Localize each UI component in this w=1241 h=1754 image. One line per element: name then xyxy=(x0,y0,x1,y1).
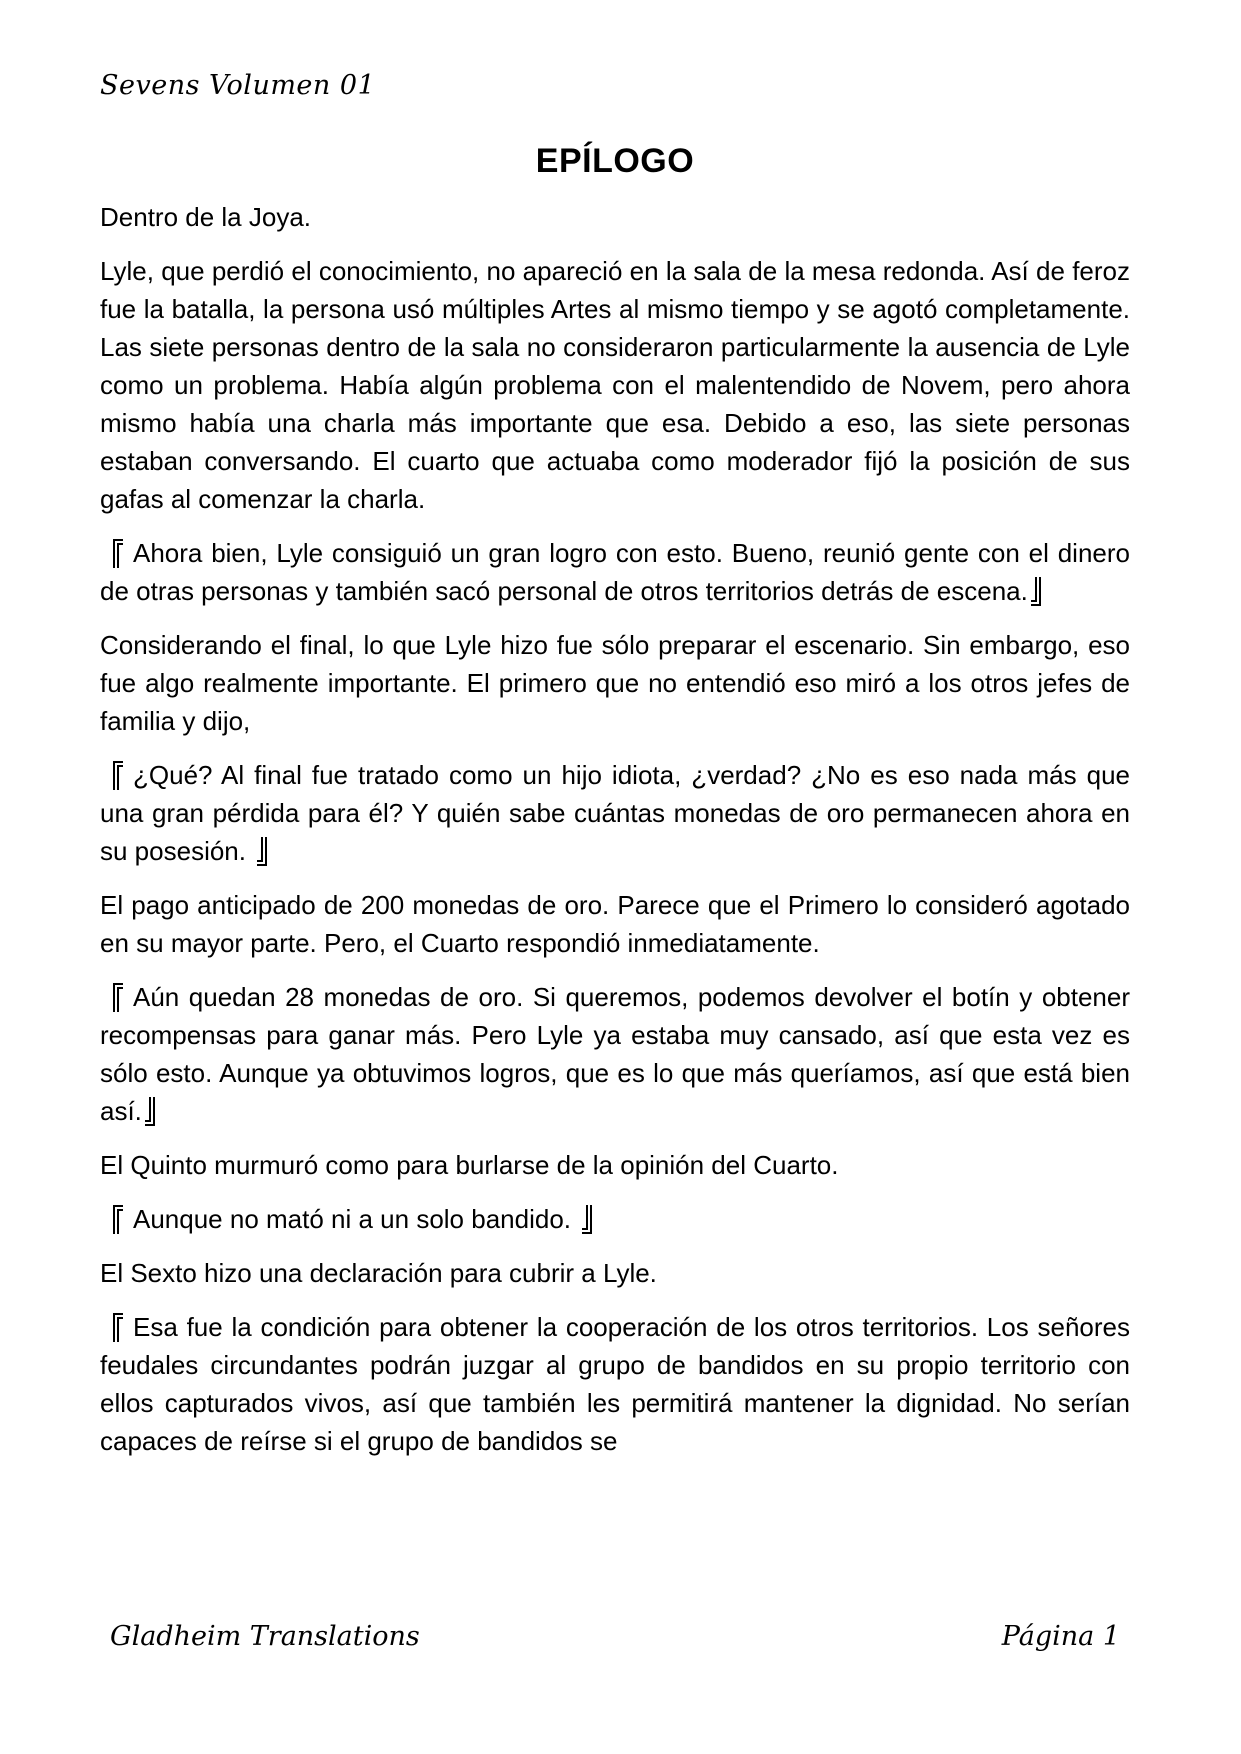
dialogue-paragraph xyxy=(100,534,1130,610)
paragraph-text: Esa fue la condición para obtener la cooperación de los otros territorios. Los señores feudales circundantes podrán juzgar al grupo de bandidos en su propio territorio con ellos capturados vivos, así que también les permitirá mantener la dignidad. No serían capaces de reírse si el grupo de bandidos se xyxy=(100,1312,1130,1456)
document-body xyxy=(100,198,1130,1476)
footer-rule-thin xyxy=(110,1613,1130,1615)
paragraph xyxy=(100,1146,1130,1184)
paragraph-text: El Quinto murmuró como para burlarse de la opinión del Cuarto. xyxy=(100,1150,839,1180)
running-header: Sevens Volumen 01 xyxy=(100,70,376,101)
dialogue-paragraph xyxy=(100,1308,1130,1460)
paragraph-text: El Sexto hizo una declaración para cubrir a Lyle. xyxy=(100,1258,657,1288)
quote-open-bracket-icon xyxy=(113,761,123,790)
quote-open-bracket-icon xyxy=(113,1205,123,1234)
quote-close-bracket-icon xyxy=(257,837,267,866)
quote-close-bracket-icon xyxy=(1031,577,1041,606)
page-footer xyxy=(110,1621,1120,1652)
paragraph xyxy=(100,198,1130,236)
quote-close-bracket-icon xyxy=(145,1097,155,1126)
dialogue-paragraph xyxy=(100,978,1130,1130)
paragraph-text: El pago anticipado de 200 monedas de oro. Parece que el Primero lo consideró agotado en su mayor parte. Pero, el Cuarto respondió inmediatamente. xyxy=(100,890,1130,958)
quote-open-bracket-icon xyxy=(113,1313,123,1342)
dialogue-paragraph xyxy=(100,756,1130,870)
paragraph-text: Ahora bien, Lyle consiguió un gran logro con esto. Bueno, reunió gente con el dinero de otras personas y también sacó personal de otros territorios detrás de escena. xyxy=(100,538,1130,606)
quote-close-bracket-icon xyxy=(582,1205,592,1234)
paragraph xyxy=(100,1254,1130,1292)
paragraph-text: Dentro de la Joya. xyxy=(100,202,312,232)
footer-page-number: Página 1 xyxy=(1001,1621,1120,1652)
chapter-title: EPÍLOGO xyxy=(535,142,695,180)
paragraph-text: ¿Qué? Al final fue tratado como un hijo idiota, ¿verdad? ¿No es eso nada más que una gran pérdida para él? Y quién sabe cuántas monedas de oro permanecen ahora en su posesión. xyxy=(100,760,1130,866)
paragraph xyxy=(100,886,1130,962)
footer-rule-thick xyxy=(110,1603,1130,1610)
paragraph-text: Considerando el final, lo que Lyle hizo fue sólo preparar el escenario. Sin embargo, eso fue algo realmente importante. El primero que no entendió eso miró a los otros jefes de familia y dijo, xyxy=(100,630,1130,736)
paragraph-text: Aún quedan 28 monedas de oro. Si queremos, podemos devolver el botín y obtener recompensas para ganar más. Pero Lyle ya estaba muy cansado, así que esta vez es sólo esto. Aunque ya obtuvimos logros, que es lo que más queríamos, así que está bien así. xyxy=(100,982,1130,1126)
quote-open-bracket-icon xyxy=(113,983,123,1012)
paragraph-text: Aunque no mató ni a un solo bandido. xyxy=(133,1204,572,1234)
dialogue-paragraph xyxy=(100,1200,1130,1238)
paragraph-text: Lyle, que perdió el conocimiento, no apareció en la sala de la mesa redonda. Así de feroz fue la batalla, la persona usó múltiples Artes al mismo tiempo y se agotó completamente. Las siete personas dentro de la sala no consideraron particularmente la ausencia de Lyle como un problema. Había algún problema con el malentendido de Novem, pero ahora mismo había una charla más importante que esa. Debido a eso, las siete personas estaban conversando. El cuarto que actuaba como moderador fijó la posición de sus gafas al comenzar la charla. xyxy=(100,256,1130,514)
footer-translator-credit: Gladheim Translations xyxy=(110,1621,420,1652)
quote-open-bracket-icon xyxy=(113,539,123,568)
paragraph xyxy=(100,252,1130,518)
paragraph xyxy=(100,626,1130,740)
